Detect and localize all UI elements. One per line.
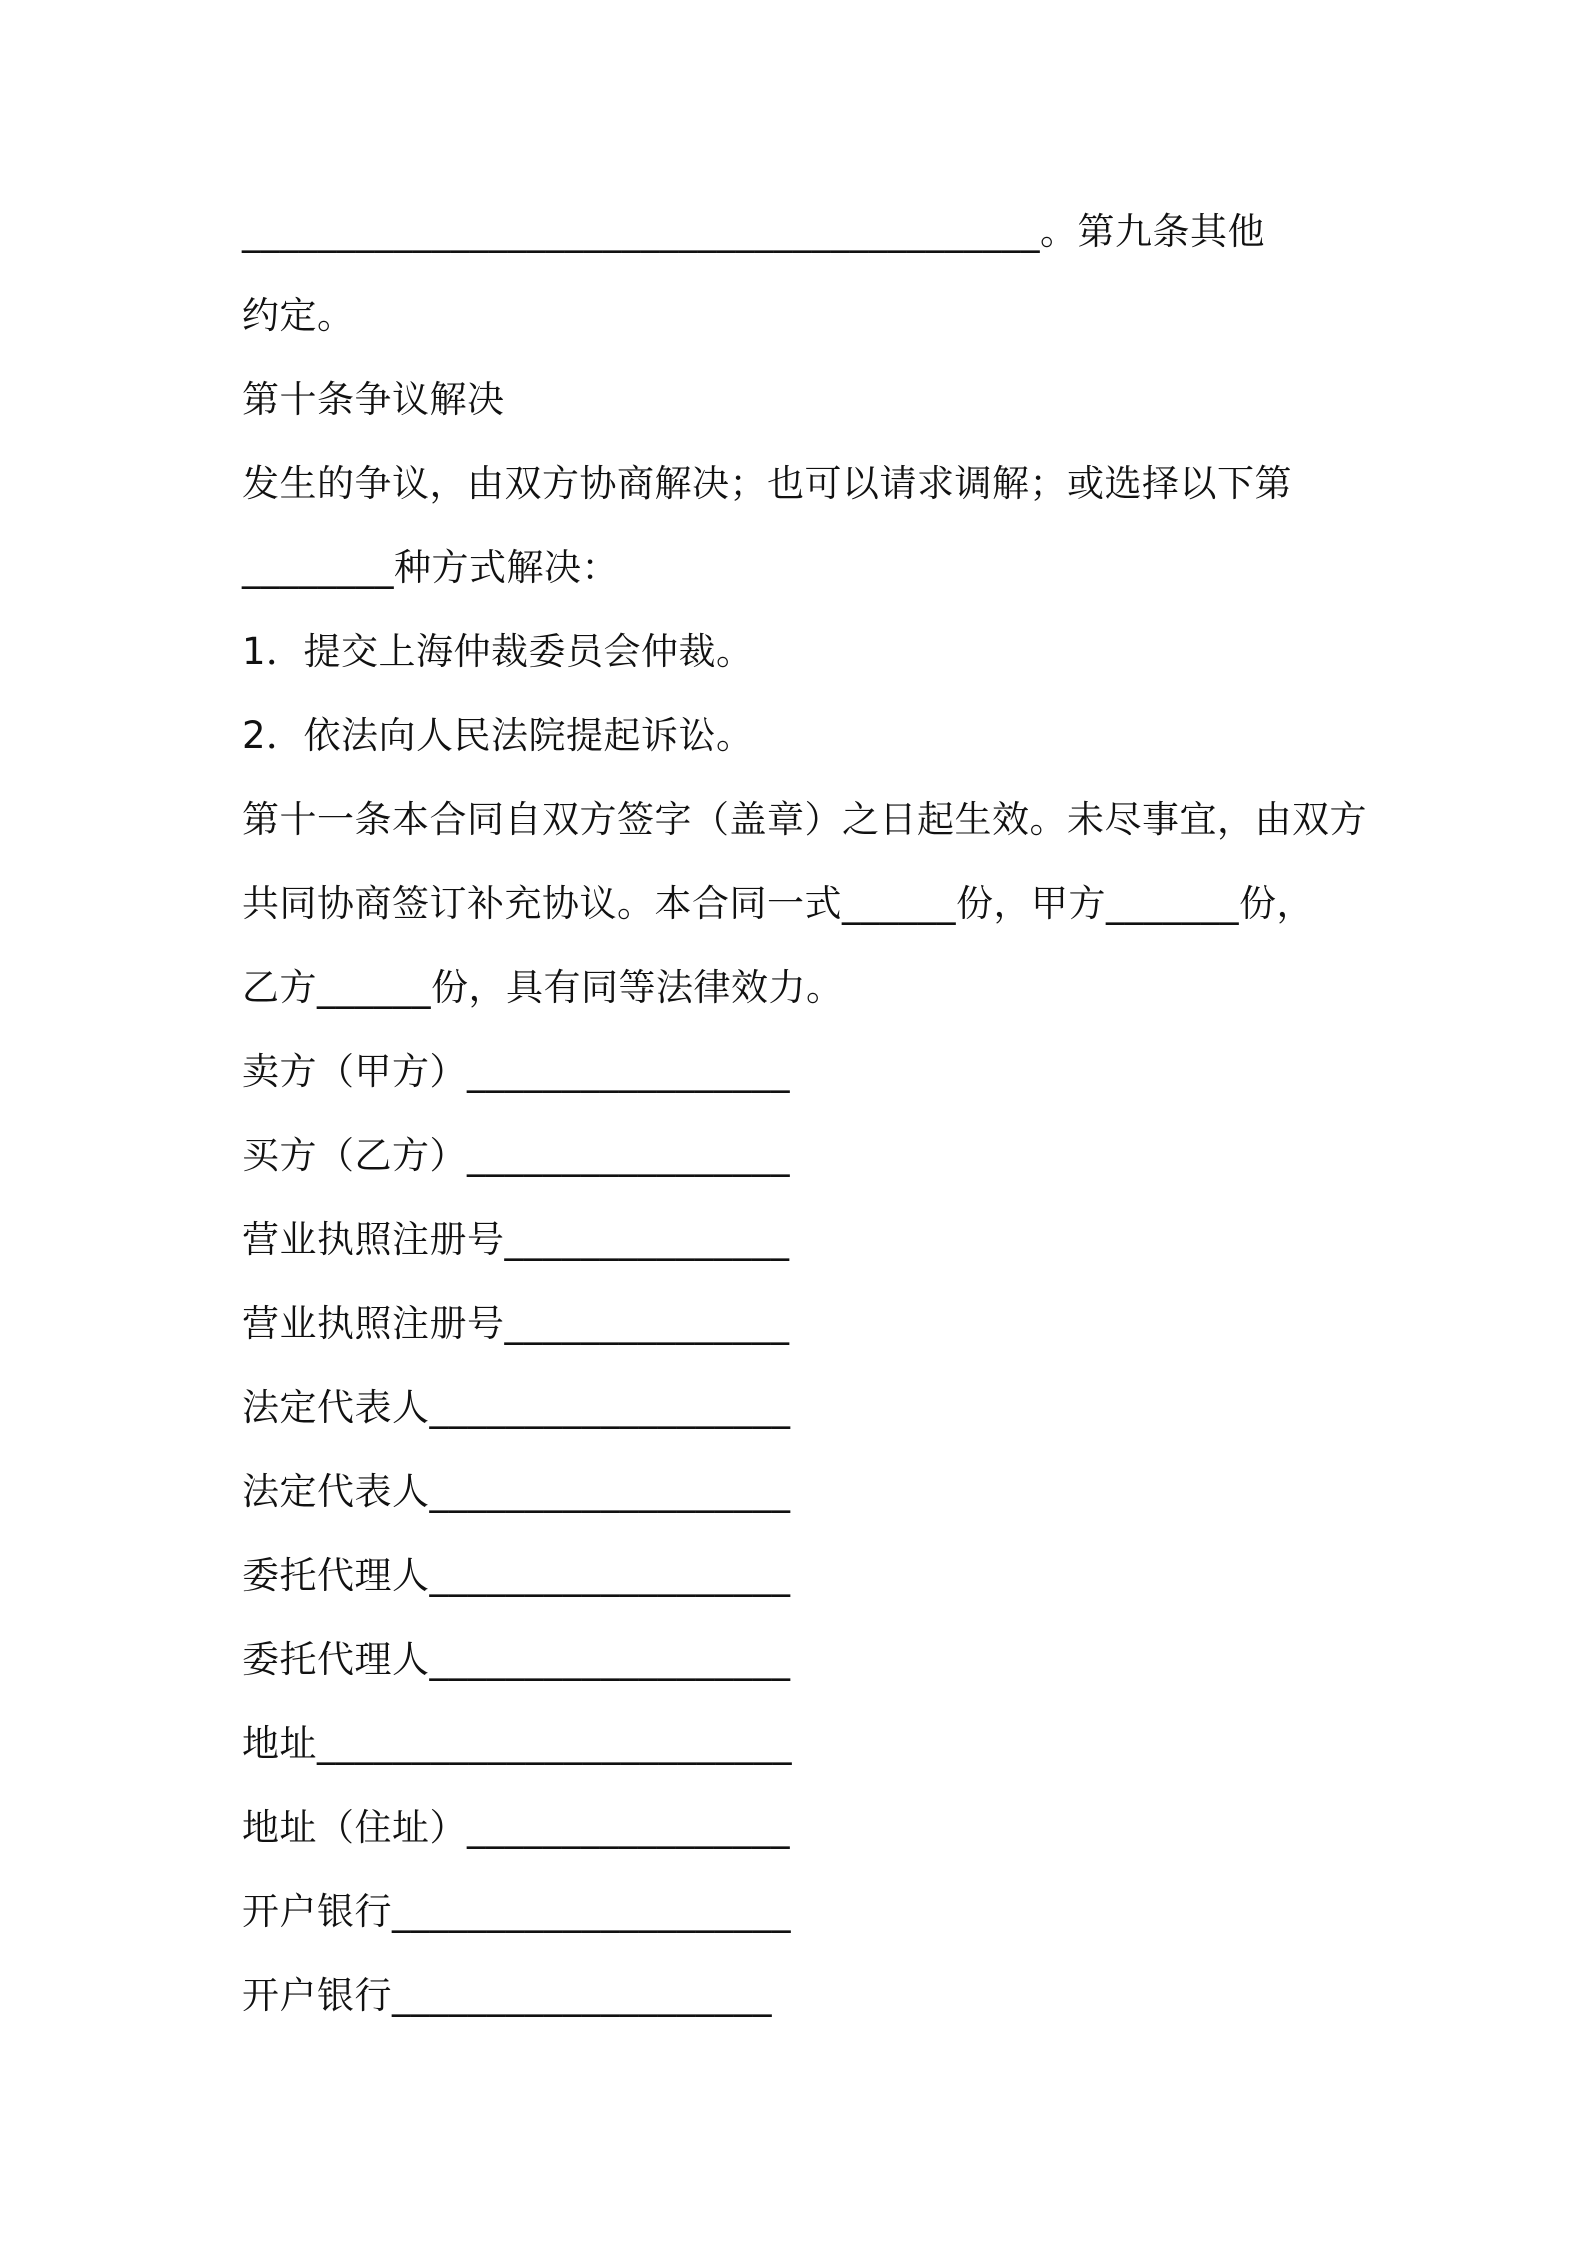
- dispute-option-1: 1．提交上海仲裁委员会仲裁。: [242, 630, 754, 673]
- bank-field-seller: 开户银行_____________________: [242, 1890, 791, 1933]
- buyer-signature-field: 买方（乙方）_________________: [242, 1134, 790, 1177]
- license-number-field-seller: 营业执照注册号_______________: [242, 1218, 790, 1261]
- clause-10-body-line-2: ________种方式解决：: [242, 546, 619, 589]
- clause-10-heading: 第十条争议解决: [242, 378, 505, 421]
- legal-representative-field-buyer: 法定代表人___________________: [242, 1470, 791, 1513]
- clause-9-body: 约定。: [242, 294, 355, 337]
- license-number-field-buyer: 营业执照注册号_______________: [242, 1302, 790, 1345]
- agent-field-seller: 委托代理人___________________: [242, 1554, 791, 1597]
- seller-signature-field: 卖方（甲方）_________________: [242, 1050, 790, 1093]
- agent-field-buyer: 委托代理人___________________: [242, 1638, 791, 1681]
- clause-11-line-1: 第十一条本合同自双方签字（盖章）之日起生效。未尽事宜，由双方: [242, 798, 1367, 841]
- address-field-seller: 地址_________________________: [242, 1722, 792, 1765]
- clause-10-body-line-1: 发生的争议，由双方协商解决；也可以请求调解；或选择以下第: [242, 462, 1292, 505]
- clause-9-heading-line: __________________________________________。第九条其他: [242, 210, 1265, 253]
- clause-11-line-2: 共同协商签订补充协议。本合同一式______份，甲方_______份，: [242, 882, 1314, 925]
- address-field-buyer: 地址（住址）_________________: [242, 1806, 790, 1849]
- dispute-option-2: 2．依法向人民法院提起诉讼。: [242, 714, 754, 757]
- legal-representative-field-seller: 法定代表人___________________: [242, 1386, 791, 1429]
- bank-field-buyer: 开户银行____________________: [242, 1974, 772, 2017]
- clause-11-line-3: 乙方______份，具有同等法律效力。: [242, 966, 844, 1009]
